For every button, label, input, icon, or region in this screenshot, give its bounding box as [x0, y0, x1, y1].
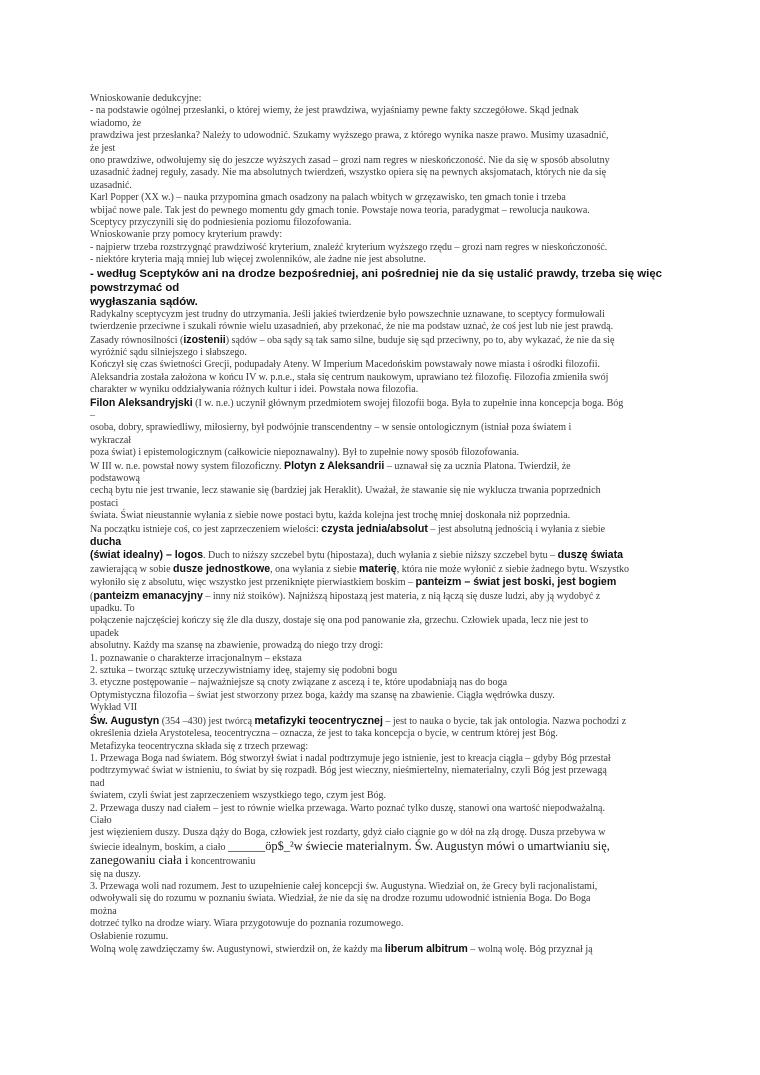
text-part: ) sądów – oba sądy są tak samo silne, buduje się sąd przeciwny, po to, aby wykazać, że nie da się: [225, 334, 615, 346]
text-line: można: [90, 905, 117, 917]
text-line: postaci: [90, 497, 119, 509]
text-part: , ona wyłania z siebie: [270, 563, 360, 575]
bold-line: [90, 295, 670, 309]
text-part: Zasady równosilności (: [90, 334, 184, 346]
bold-line: [90, 281, 670, 295]
text-line: wbijać nowe pale. Tak jest do pewnego momentu gdy gmach tonie. Powstaje nowa teoria, paradygmat – rewolucja naukowa.: [90, 204, 590, 216]
text-line: że jest: [90, 142, 116, 154]
text-line: Wnioskowanie przy pomocy kryterium prawdy:: [90, 229, 283, 241]
text-line: - na podstawie ogólnej przesłanki, o której wiemy, że jest prawdziwa, wyjaśniamy pewne fakty szczegółowe. Skąd jednak: [90, 105, 579, 117]
sceptics-thesis-cont: powstrzymać od: [90, 281, 180, 294]
text-line: [90, 943, 670, 956]
term-absolut: czysta jednia/absolut: [321, 522, 428, 535]
text-part: – inny niż stoików). Najniższą hipostazą jest materia, z nią łączą się dusze ludzi, aby ją wydobyć z: [202, 590, 601, 602]
text-line: [90, 590, 670, 603]
text-line: [90, 523, 670, 536]
text-line: Kończył się czas świetności Grecji, podupadały Ateny. W Imperium Macedońskim powstawały nowe miasta i ośrodki filozofii.: [90, 359, 600, 371]
name-filon: Filon Aleksandryjski: [90, 396, 193, 409]
text-line: [90, 397, 670, 410]
text-line: 2. Przewaga duszy nad ciałem – jest to równie wielka przewaga. Warto poznać tylko duszę, stanowi ona wartość niepodważalną.: [90, 802, 605, 814]
term-panteizm-emanacyjny: panteizm emanacyjny: [93, 589, 203, 602]
text-part: Wolną wolę zawdzięczamy św. Augustynowi, stwierdził on, że każdy ma: [90, 944, 385, 955]
text-line: [90, 715, 670, 728]
sceptics-thesis: - według Sceptyków ani na drodze bezpośredniej, ani pośredniej nie da się ustalić prawdy, trzeba się więc: [90, 267, 663, 280]
bold-line: [90, 267, 670, 281]
term-dusze-jednostkowe: dusze jednostkowe: [173, 562, 271, 575]
text-line: 3. Przewaga woli nad rozumem. Jest to uzupełnienie całej koncepcji św. Augustyna. Wiedział on, że Grecy byli racjonalistami,: [90, 880, 598, 892]
text-line: Sceptycy przyczynili się do podniesienia poziomu filozofowania.: [90, 217, 352, 229]
text-line: [90, 460, 670, 473]
text-line: Optymistyczna filozofia – świat jest stworzony przez boga, każdy ma szansę na zbawienie. Ciągła wędrówka duszy.: [90, 689, 555, 701]
term-dusza-swiata: duszę świata: [557, 549, 623, 562]
text-line: odwoływali się do rozumu w poznaniu świata. Wiedział, że nie da się na drodze rozumu udowodnić istnienia Boga. Do Boga: [90, 893, 591, 905]
text-line: Aleksandria została założona w końcu IV w. p.n.e., stała się centrum naukowym, uprawiano też filozofię. Filozofia zmieniła swój: [90, 371, 609, 383]
text-line: 2. sztuka – tworząc sztukę urzeczywistniamy ideę, stajemy się podobni bogu: [90, 665, 398, 677]
text-line: - najpierw trzeba rozstrzygnąć prawdziwość kryterium, znaleźć kryterium wyższego rzędu – grozi nam regres w nieskończoność.: [90, 241, 608, 253]
text-line: –: [90, 409, 95, 421]
document-page: [90, 93, 670, 956]
term-logos: (świat idealny) – logos: [90, 549, 204, 562]
text-line: [90, 576, 670, 589]
garbled-text: ______öp$_²w świecie materialnym. Św. Augustyn mówi o umartwianiu się,: [228, 838, 610, 853]
text-line: podstawową: [90, 472, 140, 484]
text-line: [90, 840, 670, 854]
text-line: połączenie najczęściej kończy się źle dla duszy, dostaje się ona pod panowanie zła, grzechu. Człowiek upada, lecz nie jest to: [90, 615, 589, 627]
term-metafizyka: metafizyki teocentrycznej: [254, 714, 383, 727]
text-line: [90, 549, 670, 562]
text-line: [90, 563, 670, 576]
text-part: (I w. n.e.) uczynił głównym przedmiotem swojej filozofii boga. Była to zupełnie inna koncepcja boga. Bóg: [192, 397, 624, 409]
text-part: (: [90, 590, 94, 602]
text-part: – jest absolutną jednością i wyłania z siebie: [427, 523, 606, 535]
name-augustyn: Św. Augustyn: [90, 714, 160, 727]
text-line: nad: [90, 777, 105, 789]
text-line: wykraczał: [90, 434, 132, 446]
text-line: 3. etyczne postępowanie – najważniejsze są cnoty związane z ascezą i te, które upodabniają nas do boga: [90, 677, 508, 689]
text-part: – uznawał się za ucznia Platona. Twierdził, że: [384, 460, 571, 472]
term-materia: materię: [359, 562, 397, 575]
term-liberum: liberum albitrum: [384, 943, 468, 955]
text-line: upadku. To: [90, 603, 135, 615]
text-part: – jest to nauka o bycie, tak jak ontologia. Nazwa pochodzi z: [382, 715, 627, 727]
text-line: dotrzeć tylko na drodze wiary. Wiara przygotowuje do poznania rozumowego.: [90, 918, 404, 930]
text-line: ono prawdziwe, odwołujemy się do jeszcze wyższych zasad – grozi nam regres w nieskończoność. Nie da się w sposób absolutny: [90, 155, 610, 167]
text-line: wyróżnić sądu silniejszego i słabszego.: [90, 346, 247, 358]
text-line: Ciało: [90, 814, 112, 826]
text-line: Wykład VII: [90, 702, 138, 714]
text-line: Wnioskowanie dedukcyjne:: [90, 93, 202, 104]
text-line: - niektóre kryteria mają mniej lub więcej zwolenników, ale żadne nie jest absolutne.: [90, 254, 426, 266]
text-line: wiadomo, że: [90, 117, 142, 129]
name-plotyn: Plotyn z Aleksandrii: [284, 459, 385, 472]
text-line: 1. Przewaga Boga nad światem. Bóg stworzył świat i nadal podtrzymuje jego istnienie, jest to kreacja ciągła – gdyby Bóg przestał: [90, 752, 611, 764]
term-izostenia: izostenii: [183, 333, 226, 346]
sceptics-thesis-end: wygłaszania sądów.: [90, 295, 198, 308]
text-part: , która nie może wyłonić z siebie żadnego bytu. Wszystko: [396, 563, 629, 575]
text-line: jest więzieniem duszy. Dusza dąży do Boga, człowiek jest rozdarty, gdyż ciało ciągnie go w dół na złą drogę. Dusza przebywa w: [90, 827, 606, 839]
text-line: poza świat) i epistemologicznym (całkowicie niepoznawalny). Był to zupełnie nowy sposób filozofowania.: [90, 447, 520, 459]
text-line: określenia dzieła Arystotelesa, teocentryczna – oznacza, że jest to taka koncepcja o bycie, w centrum której jest Bóg.: [90, 728, 558, 740]
text-part: – wolną wolę. Bóg przyznał ją: [467, 944, 593, 955]
term-panteizm: panteizm – świat jest boski, jest bogiem: [415, 576, 617, 589]
term-ducha: ducha: [90, 536, 122, 548]
text-line: podtrzymywać świat w istnieniu, to świat by się rozpadł. Bóg jest wieczny, nieśmiertelny, niematerialny, czyli Bóg jest przewagą: [90, 765, 607, 777]
text-line: [90, 536, 670, 549]
text-part: koncentrowaniu: [188, 856, 256, 868]
text-line: Karl Popper (XX w.) – nauka przypomina gmach osadzony na palach wbitych w grzęzawisko, ten gmach tonie i trzeba: [90, 192, 566, 204]
text-line: osoba, dobry, sprawiedliwy, miłosierny, był podwójnie transcendentny – w sensie ontologicznym (istniał poza światem i: [90, 422, 572, 434]
text-part: świecie idealnym, boskim, a ciało: [90, 841, 229, 853]
large-text: zanegowaniu ciała i: [90, 853, 189, 868]
text-line: światem, czyli świat jest zaprzeczeniem wszystkiego tego, czym jest Bóg.: [90, 790, 387, 802]
text-line: upadek: [90, 627, 119, 639]
text-line: Osłabienie rozumu.: [90, 930, 169, 942]
text-part: zawierającą w sobie: [90, 563, 174, 575]
text-part: . Duch to niższy szczebel bytu (hipostaza), duch wyłania z siebie niższy szczebel bytu –: [203, 550, 558, 562]
text-line: Metafizyka teocentryczna składa się z trzech przewag:: [90, 740, 309, 752]
text-line: [90, 334, 670, 347]
text-line: się na duszy.: [90, 868, 141, 880]
text-line: [90, 854, 670, 868]
text-line: absolutny. Każdy ma szansę na zbawienie, prowadzą do niego trzy drogi:: [90, 640, 384, 652]
text-line: uzasadnić żadnej reguły, zasady. Nie ma absolutnych twierdzeń, wszystko opiera się na pewnych aksjomatach, których nie da się: [90, 167, 607, 179]
text-line: 1. poznawanie o charakterze irracjonalnym – ekstaza: [90, 652, 302, 664]
text-part: Na początku istnieje coś, co jest zaprzeczeniem wielości:: [90, 523, 322, 535]
text-part: W III w. n.e. powstał nowy system filozoficzny.: [90, 460, 285, 472]
text-line: Radykalny sceptycyzm jest trudny do utrzymania. Jeśli jakieś twierdzenie było powszechnie uznawane, to sceptycy formułowali: [90, 308, 605, 320]
text-line: uzasadnić.: [90, 179, 132, 191]
text-line: cechą bytu nie jest trwanie, lecz stawanie się (bardziej jak Heraklit). Uważał, że stawanie się nie wyklucza trwania poprzednich: [90, 485, 601, 497]
text-part: wyłoniło się z absolutu, więc wszystko jest przeniknięte pierwiastkiem boskim –: [90, 577, 416, 589]
text-line: charakter w wyniku oddziaływania różnych kultur i idei. Powstała nowa filozofia.: [90, 384, 419, 396]
text-part: (354 –430) jest twórcą: [159, 715, 255, 727]
text-line: prawdziwa jest przesłanka? Należy to udowodnić. Szukamy wyższego prawa, z którego wynika nasze prawo. Musimy uzasadnić,: [90, 130, 609, 142]
text-line: świata. Świat nieustannie wyłania z siebie nowe postaci bytu, każda kolejna jest trochę mniej doskonała niż poprzednia.: [90, 510, 571, 522]
text-line: twierdzenie przeciwne i szukali równie wielu uzasadnień, aby przekonać, że nie ma podstaw uznać, że coś jest lub nie jest prawdą.: [90, 321, 614, 333]
